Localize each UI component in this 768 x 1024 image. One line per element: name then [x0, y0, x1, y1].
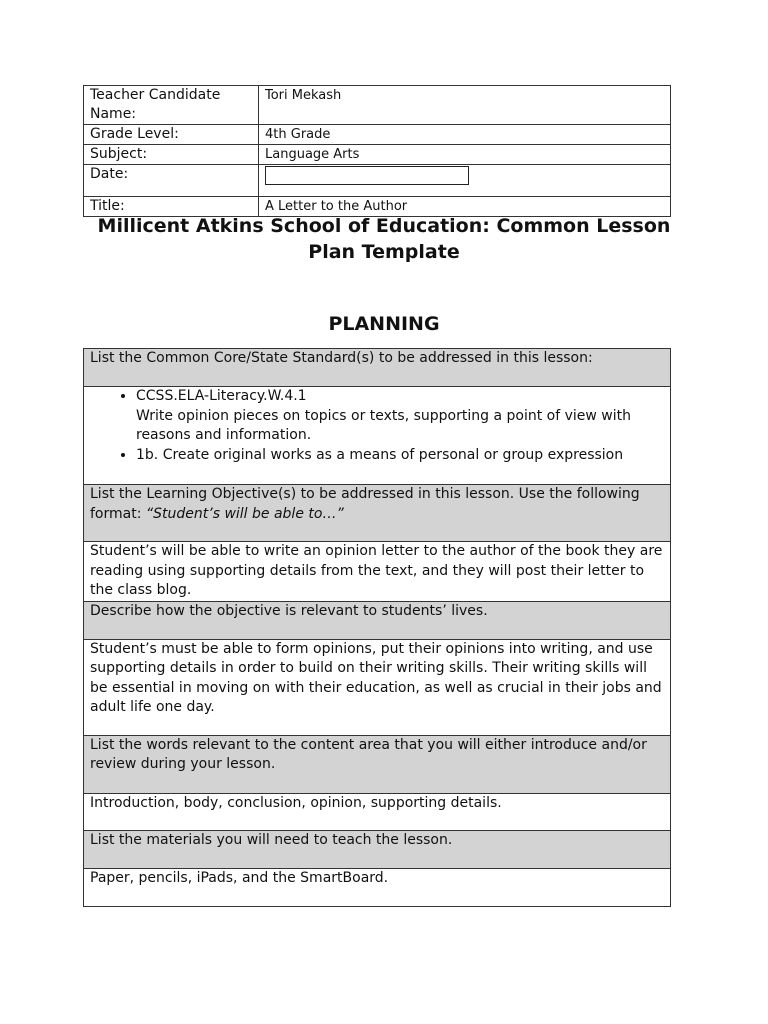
relevance-answer-row — [84, 639, 671, 735]
info-row-date — [84, 165, 671, 197]
standard-item: • 1b. Create original works as a means of personal or group expression — [136, 446, 664, 466]
vocab-prompt: List the words relevant to the content area that you will either introduce and/or review during your lesson. — [84, 735, 671, 793]
info-value: A Letter to the Author — [259, 197, 671, 217]
info-row-subject — [84, 145, 671, 165]
relevance-prompt-row — [84, 601, 671, 639]
standards-prompt: List the Common Core/State Standard(s) to be addressed in this lesson: — [84, 349, 671, 387]
materials-answer: Paper, pencils, iPads, and the SmartBoard. — [84, 868, 671, 906]
planning-table — [83, 348, 671, 907]
lesson-info-table — [83, 85, 671, 217]
objective-prompt-row — [84, 485, 671, 542]
standards-answer — [84, 387, 671, 485]
info-row-candidate — [84, 86, 671, 125]
objective-prompt-text: List the Learning Objective(s) to be addressed in this lesson. Use the following format: — [90, 486, 640, 522]
info-label: Date: — [84, 165, 259, 197]
materials-prompt-row — [84, 830, 671, 868]
objective-answer-row — [84, 542, 671, 602]
info-label: Teacher Candidate Name: — [84, 86, 259, 125]
vocab-prompt-row — [84, 735, 671, 793]
materials-prompt: List the materials you will need to teach the lesson. — [84, 830, 671, 868]
vocab-answer-row — [84, 793, 671, 830]
info-row-grade — [84, 125, 671, 145]
info-value: Tori Mekash — [259, 86, 671, 125]
relevance-prompt: Describe how the objective is relevant to students’ lives. — [84, 601, 671, 639]
info-label: Subject: — [84, 145, 259, 165]
materials-answer-row — [84, 868, 671, 906]
info-label: Grade Level: — [84, 125, 259, 145]
objective-format-example: “Student’s will be able to…” — [145, 505, 344, 522]
info-value: 4th Grade — [259, 125, 671, 145]
standards-prompt-row — [84, 349, 671, 387]
objective-prompt — [84, 485, 671, 542]
section-title: PLANNING — [328, 313, 440, 335]
standard-code: CCSS.ELA-Literacy.W.4.1 — [136, 388, 307, 404]
standards-list — [90, 387, 664, 465]
relevance-answer: Student’s must be able to form opinions, put their opinions into writing, and use supporting details in order to build on their writing skills. Their writing skills will be essential in moving on with their education, as well as crucial in their jobs and adult life one day. — [84, 639, 671, 735]
objective-answer: Student’s will be able to write an opinion letter to the author of the book they are reading using supporting details from the text, and they will post their letter to the class blog. — [84, 542, 671, 602]
info-value — [259, 165, 671, 197]
standard-description: Write opinion pieces on topics or texts, supporting a point of view with reasons and information. — [136, 407, 631, 443]
date-field[interactable] — [265, 166, 469, 185]
info-label: Title: — [84, 197, 259, 217]
standard-item — [136, 387, 664, 446]
vocab-answer: Introduction, body, conclusion, opinion, supporting details. — [84, 793, 671, 830]
standards-answer-row — [84, 387, 671, 485]
document-title: Millicent Atkins School of Education: Common Lesson Plan Template — [97, 215, 671, 263]
info-value: Language Arts — [259, 145, 671, 165]
